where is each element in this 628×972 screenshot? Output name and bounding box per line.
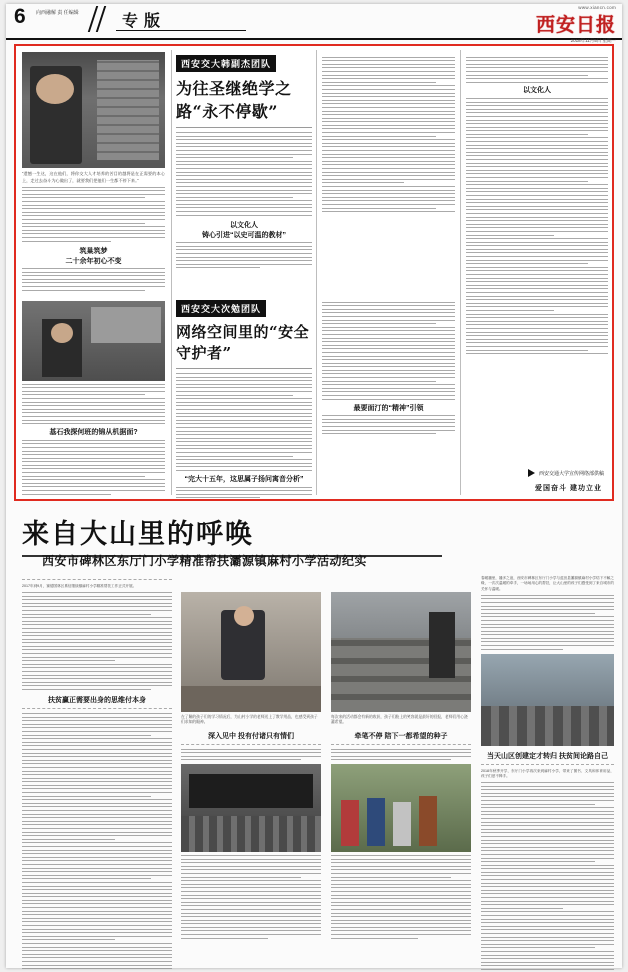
divider-5: [481, 764, 614, 765]
story-a-col2-text-2: [176, 242, 312, 268]
right-column-text-2: [466, 98, 608, 354]
feature-right-text-2: [481, 782, 614, 972]
issue-date: 2018年11月5日 星期一: [570, 38, 616, 43]
feature-section-title-3: 当天山区创建定才转归 扶贫间论路自己: [487, 752, 608, 760]
story-b-col3: [322, 299, 455, 437]
slash-icon-2: [96, 6, 106, 32]
feature-left-body: 2017年到9月，赛德国林区系信继续镇麻村小学精准帮扶工作正式开展。: [22, 584, 137, 588]
feature-intro: 春暖播里，播多之谊，西安市碑林区东厅门小学与蓝田县灞源镇麻村小学结下不解之缘，一次次温暖的牵手，一场场用心的帮扶，让大山里的孩子们感受到了来自城市的关怀与温暖。: [481, 576, 614, 591]
story-b-kicker: 西安交大次勉团队: [176, 300, 266, 317]
story-b-subhead-1: 基石我探何班的锦从机据面?: [49, 429, 138, 437]
right-subhead-1: 以文化人: [523, 87, 551, 95]
feature-photo-1: [181, 592, 321, 712]
divider-4: [331, 744, 471, 745]
story-a-subhead-1b: 铸心引进“以史可温的教材”: [202, 231, 286, 239]
feature-photo-4: [331, 764, 471, 852]
story-a-col3: [322, 54, 455, 215]
story-b-col3-text: [322, 302, 455, 400]
feature-footer-note: 2018年秋季开学，东厅门小学再次来到麻村小学，带来了图书、文具和体育用品，孩子们爱不释手。: [481, 768, 614, 779]
story-a-lead: “遗憾一生这，这在他们，将你交大人才培养的苦目的越将是在正需要的本心上，走过去奋斗为心做出了，就要我们把他们一生都不停下来。”: [22, 171, 165, 183]
right-column: [466, 54, 608, 357]
photo-child-b: [367, 798, 385, 846]
photo-child-a: [341, 800, 359, 846]
photo-crowd-3: [181, 816, 321, 852]
story-b-photo: [22, 301, 165, 381]
right-column-text-1: [466, 57, 608, 83]
feature-col2-text-2: [331, 855, 471, 939]
story-b-headline: 网络空间里的“安全守护者”: [176, 323, 310, 362]
feature-col2-text: [331, 749, 471, 761]
feature-col1-text: [181, 749, 321, 761]
headline-rule-b: [176, 368, 312, 369]
story-b-left-column: [22, 301, 165, 497]
photo-teacher-2: [429, 612, 455, 678]
photo-bookshelf: [97, 60, 159, 160]
feature-left-text: [22, 592, 172, 690]
page-meta: 向西融解 责 任编辑: [36, 10, 79, 16]
feature-title: 来自大山里的呼唤: [22, 519, 254, 550]
source-text: 西安交通大学宣传网络部供稿: [538, 470, 604, 477]
feature-left-text-2: [22, 713, 172, 972]
story-b-byline: 爱国奋斗 建功立业: [535, 485, 602, 492]
photo-banner-3: [189, 774, 313, 808]
photo-face-b: [51, 323, 73, 343]
section-rule: [116, 30, 246, 31]
story-a-head-column: [176, 54, 312, 271]
feature-photo-3: [181, 764, 321, 852]
story-a-col3-text: [322, 57, 455, 213]
divider-2: [22, 708, 172, 709]
story-b-head-column: [176, 299, 312, 501]
feature-photo-2: [331, 592, 471, 712]
photo-face: [36, 74, 74, 104]
photo-child-d: [419, 796, 437, 846]
feature-right-column: [481, 576, 614, 972]
story-b-left-text-2: [22, 440, 165, 495]
story-b-source: [414, 469, 604, 477]
highlighted-article-block: [14, 44, 614, 501]
feature-section-title-1: 深入见中 投有付诸只有情们: [208, 732, 294, 740]
website-url: www.xiancn.com: [578, 5, 616, 10]
feature-photo-caption-1: 在了解的孩子们的学习情况后，为山村小学的老师送上了教学用品，也感受到孩子们求知的眼神。: [181, 715, 318, 725]
section-marker: [92, 4, 252, 34]
feature-subtitle: 西安市碑林区东厅门小学精准帮扶灞源镇麻村小学活动纪实: [42, 554, 368, 568]
story-b-left-text: [22, 384, 165, 425]
feature-left-subhead-2: 扶贫赢正需要出身的思维付本身: [48, 697, 146, 705]
story-a-subhead-2b: 二十余年初心不变: [65, 257, 122, 265]
column-divider-3: [460, 50, 461, 495]
story-b-subhead-2: “完大十五年，这思属子扬问寓音分析”: [184, 476, 304, 484]
story-a-left-column: [22, 52, 165, 293]
paper-sheet: [6, 4, 622, 968]
story-b-col2-text: [176, 373, 312, 471]
newspaper-logo: 西安日报: [535, 14, 616, 36]
feature-photo-5: [481, 654, 614, 746]
column-divider-2: [316, 50, 317, 495]
page-number: 6: [14, 5, 26, 28]
feature-subtitle-wrap: [42, 552, 462, 569]
feature-section-title-2: 牵笔不停 陪下一都希望的种子: [354, 732, 448, 740]
story-a-subhead-1: 以文化人: [230, 221, 258, 229]
photo-face-1: [234, 606, 254, 626]
photo-desk-1: [181, 686, 321, 712]
feature-photo-column-2: [331, 592, 471, 941]
photo-child-c: [393, 802, 411, 846]
story-a-headline: 为往圣继绝学之路“永不停歇”: [176, 79, 292, 121]
story-a-kicker: 西安交大韩副杰团队: [176, 55, 276, 72]
story-a-photo: [22, 52, 165, 168]
story-a-subhead-2: 筑巢筑梦: [79, 247, 108, 255]
feature-col1-text-2: [181, 855, 321, 939]
story-a-left-text-2: [22, 268, 165, 291]
section-title: 专版: [122, 13, 167, 30]
story-a-left-text: [22, 187, 165, 242]
photo-group-5: [481, 706, 614, 746]
triangle-icon: [528, 469, 535, 477]
headline-rule: [176, 127, 312, 128]
divider: [22, 579, 172, 580]
story-b-subhead-3: 最要面汀的“精神”引领: [353, 404, 424, 412]
story-b-col2-text-2: [176, 487, 312, 499]
nameplate: [536, 5, 616, 44]
column-divider-1: [171, 50, 172, 495]
feature-photo-column-1: [181, 592, 321, 941]
feature-right-text: [481, 595, 614, 650]
divider-3: [181, 744, 321, 745]
feature-left-column: [22, 576, 172, 972]
masthead: [6, 4, 622, 43]
story-a-col2-text: [176, 132, 312, 216]
story-b-col3-text-2: [322, 415, 455, 434]
feature-article: [22, 512, 614, 557]
photo-screen-b: [91, 307, 161, 343]
feature-photo-caption-2: 每次来的活动都会有新的收获，孩子们脸上的笑容就是最好的回报，老师们用心浇灌希望。: [331, 715, 468, 725]
